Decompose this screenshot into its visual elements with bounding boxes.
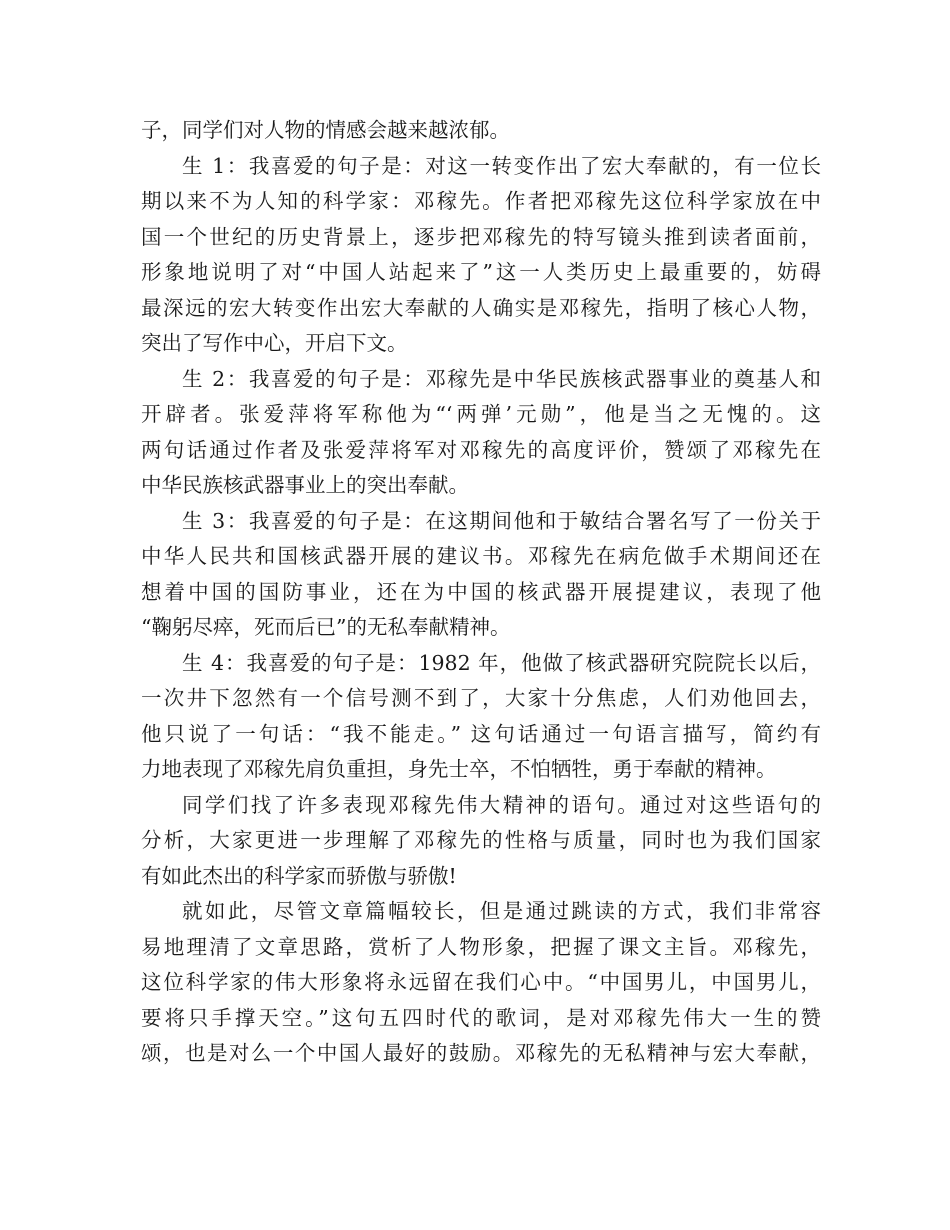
text-line: 易地理清了文章思路，赏析了人物形象，把握了课文主旨。邓稼先， [141, 934, 821, 959]
paragraph [141, 113, 821, 149]
text-line: “鞠躬尽瘁，死而后已”的无私奉献精神。 [141, 615, 511, 639]
paragraph [141, 149, 821, 362]
text-line: 生 4：我喜爱的句子是：1982 年，他做了核武器研究院院长以后， [182, 650, 821, 675]
text-line: 生 1：我喜爱的句子是：对这一转变作出了宏大奉献的，有一位长 [182, 153, 821, 178]
text-line: 子，同学们对人物的情感会越来越浓郁。 [141, 118, 510, 142]
text-line: 颂，也是对么一个中国人最好的鼓励。邓稼先的无私精神与宏大奉献， [141, 1041, 821, 1065]
text-line: 力地表现了邓稼先肩负重担，身先士卒，不怕牺牲，勇于奉献的精神。 [141, 757, 777, 781]
text-line: 形象地说明了对“中国人站起来了”这一人类历史上最重要的，妨碍 [141, 260, 821, 284]
text-line: 就如此，尽管文章篇幅较长，但是通过跳读的方式，我们非常容 [182, 899, 821, 923]
text-line: 想着中国的国防事业，还在为中国的核武器开展提建议，表现了他 [141, 579, 821, 604]
text-line: 要将只手撑天空。”这句五四时代的歌词，是对邓稼先伟大一生的赞 [141, 1005, 821, 1030]
text-line: 中华人民共和国核武器开展的建议书。邓稼先在病危做手术期间还在 [141, 544, 821, 568]
body-text [141, 113, 821, 1072]
text-line: 两句话通过作者及张爱萍将军对邓稼先的高度评价，赞颂了邓稼先在 [141, 437, 821, 462]
text-line: 生 3：我喜爱的句子是：在这期间他和于敏结合署名写了一份关于 [182, 508, 821, 533]
text-line: 国一个世纪的历史背景上，逐步把邓稼先的特写镜头推到读者面前， [141, 224, 821, 249]
text-line: 同学们找了许多表现邓稼先伟大精神的语句。通过对这些语句的 [182, 792, 821, 817]
paragraph [141, 362, 821, 504]
text-line: 突出了写作中心，开启下文。 [141, 331, 408, 355]
paragraph [141, 646, 821, 788]
text-line: 他只说了一句话：“我不能走。” 这句话通过一句语言描写，简约有 [141, 721, 821, 746]
text-line: 生 2：我喜爱的句子是：邓稼先是中华民族核武器事业的奠基人和 [182, 366, 821, 391]
paragraph [141, 894, 821, 1072]
text-line: 这位科学家的伟大形象将永远留在我们心中。“中国男儿，中国男儿， [141, 970, 821, 994]
text-line: 中华民族核武器事业上的突出奉献。 [141, 473, 469, 497]
text-line: 最深远的宏大转变作出宏大奉献的人确实是邓稼先，指明了核心人物， [141, 295, 821, 320]
paragraph [141, 788, 821, 895]
text-line: 期以来不为人知的科学家：邓稼先。作者把邓稼先这位科学家放在中 [141, 189, 821, 213]
text-line: 开辟者。张爱萍将军称他为“‘两弹’元勋”，他是当之无愧的。这 [141, 402, 821, 426]
text-line: 有如此杰出的科学家而骄傲与骄傲! [141, 863, 457, 888]
paragraph [141, 504, 821, 646]
text-line: 一次井下忽然有一个信号测不到了，大家十分焦虑，人们劝他回去， [141, 686, 821, 710]
text-line: 分析，大家更进一步理解了邓稼先的性格与质量，同时也为我们国家 [141, 828, 821, 852]
